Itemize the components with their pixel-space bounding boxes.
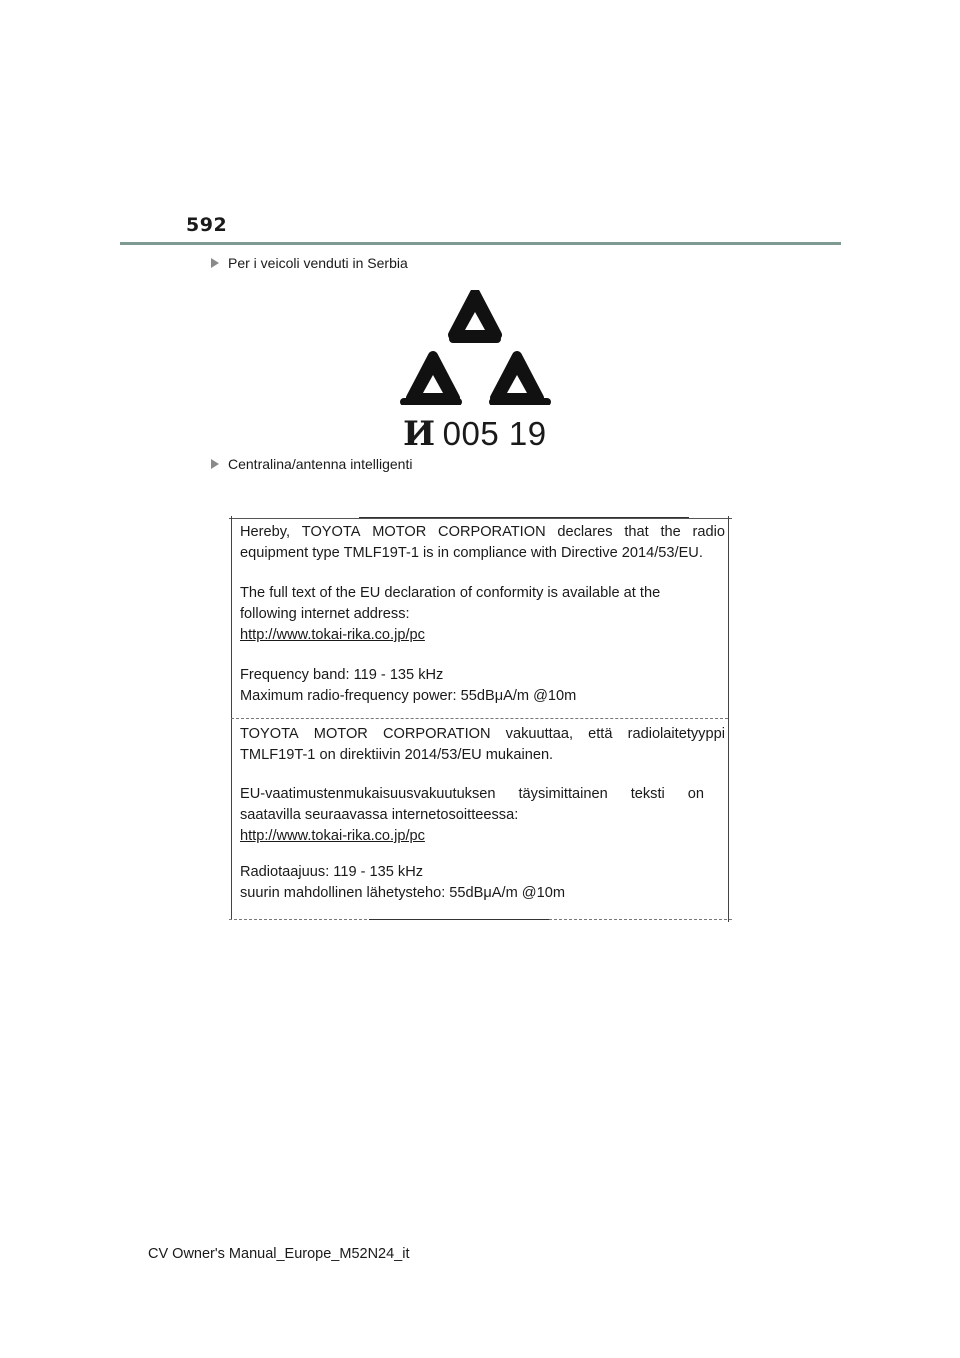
declaration-finnish-line3 xyxy=(240,784,704,805)
section-heading-serbia-label: Per i veicoli venduti in Serbia xyxy=(228,255,408,271)
word: radiolaitetyyppi xyxy=(627,726,725,742)
box-border-top xyxy=(229,518,732,519)
word: EU-vaatimustenmukaisuusvakuutuksen xyxy=(240,786,496,802)
word: radio xyxy=(692,524,725,540)
word: on xyxy=(687,786,704,802)
declaration-english-line3: The full text of the EU declaration of conformity is available at the xyxy=(240,585,661,601)
word: TOYOTA xyxy=(301,524,361,540)
section-heading-serbia xyxy=(211,255,408,271)
word: täysimittainen xyxy=(518,786,608,802)
page-number: 592 xyxy=(186,214,228,236)
section-heading-smart-label: Centralina/antenna intelligenti xyxy=(228,456,413,472)
box-border-bottom-accent xyxy=(369,919,549,920)
declaration-finnish-line4: saatavilla seuraavassa internetosoitteessa: xyxy=(240,807,519,823)
word: vakuuttaa, xyxy=(505,726,574,742)
declaration-finnish-line1 xyxy=(240,724,725,745)
bullet-triangle-icon xyxy=(211,459,219,469)
word: that xyxy=(624,524,649,540)
declaration-english-line2: equipment type TMLF19T-1 is in compliance with Directive 2014/53/EU. xyxy=(240,545,703,561)
declaration-box xyxy=(229,516,732,922)
word: CORPORATION xyxy=(438,524,546,540)
word: Hereby, xyxy=(240,524,291,540)
word: että xyxy=(588,726,613,742)
word: MOTOR xyxy=(313,726,368,742)
declaration-finnish-url-link[interactable]: http://www.tokai-rika.co.jp/pc xyxy=(240,828,425,844)
word: MOTOR xyxy=(372,524,427,540)
declaration-english-line1 xyxy=(240,522,725,543)
declaration-finnish-conformity xyxy=(240,784,725,847)
bullet-triangle-icon xyxy=(211,258,219,268)
word: teksti xyxy=(630,786,665,802)
declaration-finnish-power: suurin mahdollinen lähetysteho: 55dBμA/m @10m xyxy=(240,885,566,901)
serbian-conformity-triangle-icon xyxy=(395,290,555,405)
declaration-finnish-frequency: Radiotaajuus: 119 - 135 kHz xyxy=(240,864,424,880)
word: TOYOTA xyxy=(240,726,299,742)
declaration-finnish-intro xyxy=(240,724,725,766)
declaration-english-power: Maximum radio-frequency power: 55dBμA/m @10m xyxy=(240,688,577,704)
declaration-finnish-line2: TMLF19T-1 on direktiivin 2014/53/EU mukainen. xyxy=(240,747,554,763)
box-border-top-accent xyxy=(359,517,689,518)
footer-manual-id: CV Owner's Manual_Europe_M52N24_it xyxy=(148,1246,410,1262)
declaration-english-intro xyxy=(240,522,725,564)
declaration-finnish-specs xyxy=(240,862,725,904)
word: the xyxy=(660,524,681,540)
word: CORPORATION xyxy=(382,726,491,742)
declaration-english-specs xyxy=(240,665,725,707)
serbian-mark-number: 005 19 xyxy=(442,415,547,452)
header-rule xyxy=(120,242,841,245)
word: declares xyxy=(557,524,613,540)
declaration-english-line4: following internet address: xyxy=(240,606,410,622)
declaration-english-url-link[interactable]: http://www.tokai-rika.co.jp/pc xyxy=(240,627,425,643)
box-divider xyxy=(231,718,728,719)
serbian-mark-letter: И xyxy=(403,414,436,454)
declaration-english-frequency: Frequency band: 119 - 135 kHz xyxy=(240,667,444,683)
serbian-mark-code xyxy=(403,414,547,454)
box-border-right xyxy=(728,516,729,922)
section-heading-smart xyxy=(211,456,412,472)
declaration-english-conformity xyxy=(240,583,725,646)
